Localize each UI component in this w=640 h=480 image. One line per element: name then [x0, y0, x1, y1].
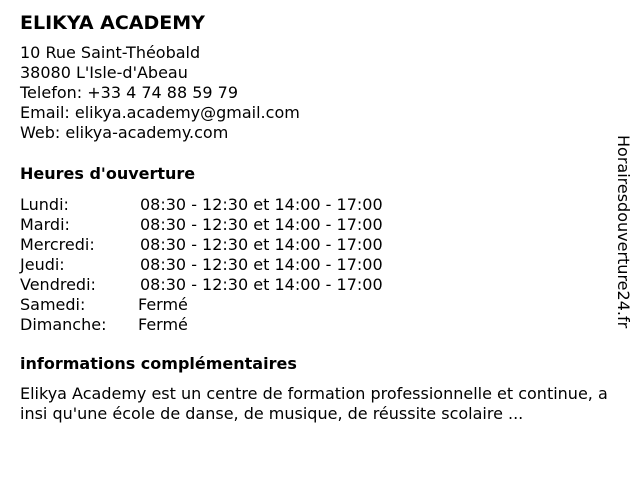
business-name: ELIKYA ACADEMY: [20, 12, 205, 34]
side-brand-watermark: Horairesdouverture24.fr: [614, 135, 633, 329]
address-line-2: 38080 L'Isle-d'Abeau: [20, 63, 188, 82]
additional-info-text: Elikya Academy est un centre de formation professionnelle et continue, ainsi qu'une école de danse, de musique, de réussite scolaire ...: [20, 384, 608, 423]
email-text: Email: elikya.academy@gmail.com: [20, 103, 300, 122]
time-value: 08:30 - 12:30 et 14:00 - 17:00: [140, 275, 383, 294]
contact-block: [20, 43, 300, 143]
web-text: Web: elikya-academy.com: [20, 123, 229, 142]
day-label: Vendredi:: [20, 275, 96, 294]
opening-hours-heading: Heures d'ouverture: [20, 164, 196, 183]
day-label: Mercredi:: [20, 235, 95, 254]
day-label: Samedi:: [20, 295, 86, 314]
day-label: Dimanche:: [20, 315, 107, 334]
day-label: Lundi:: [20, 195, 69, 214]
phone-text: Telefon: +33 4 74 88 59 79: [20, 83, 239, 102]
time-value: 08:30 - 12:30 et 14:00 - 17:00: [140, 255, 383, 274]
additional-info-heading: informations complémentaires: [20, 354, 297, 373]
time-value: 08:30 - 12:30 et 14:00 - 17:00: [140, 235, 383, 254]
time-value: 08:30 - 12:30 et 14:00 - 17:00: [140, 215, 383, 234]
time-value: 08:30 - 12:30 et 14:00 - 17:00: [140, 195, 383, 214]
day-label: Jeudi:: [20, 255, 65, 274]
address-line-1: 10 Rue Saint-Théobald: [20, 43, 201, 62]
day-label: Mardi:: [20, 215, 70, 234]
time-value: Fermé: [138, 295, 188, 314]
time-value: Fermé: [138, 315, 188, 334]
